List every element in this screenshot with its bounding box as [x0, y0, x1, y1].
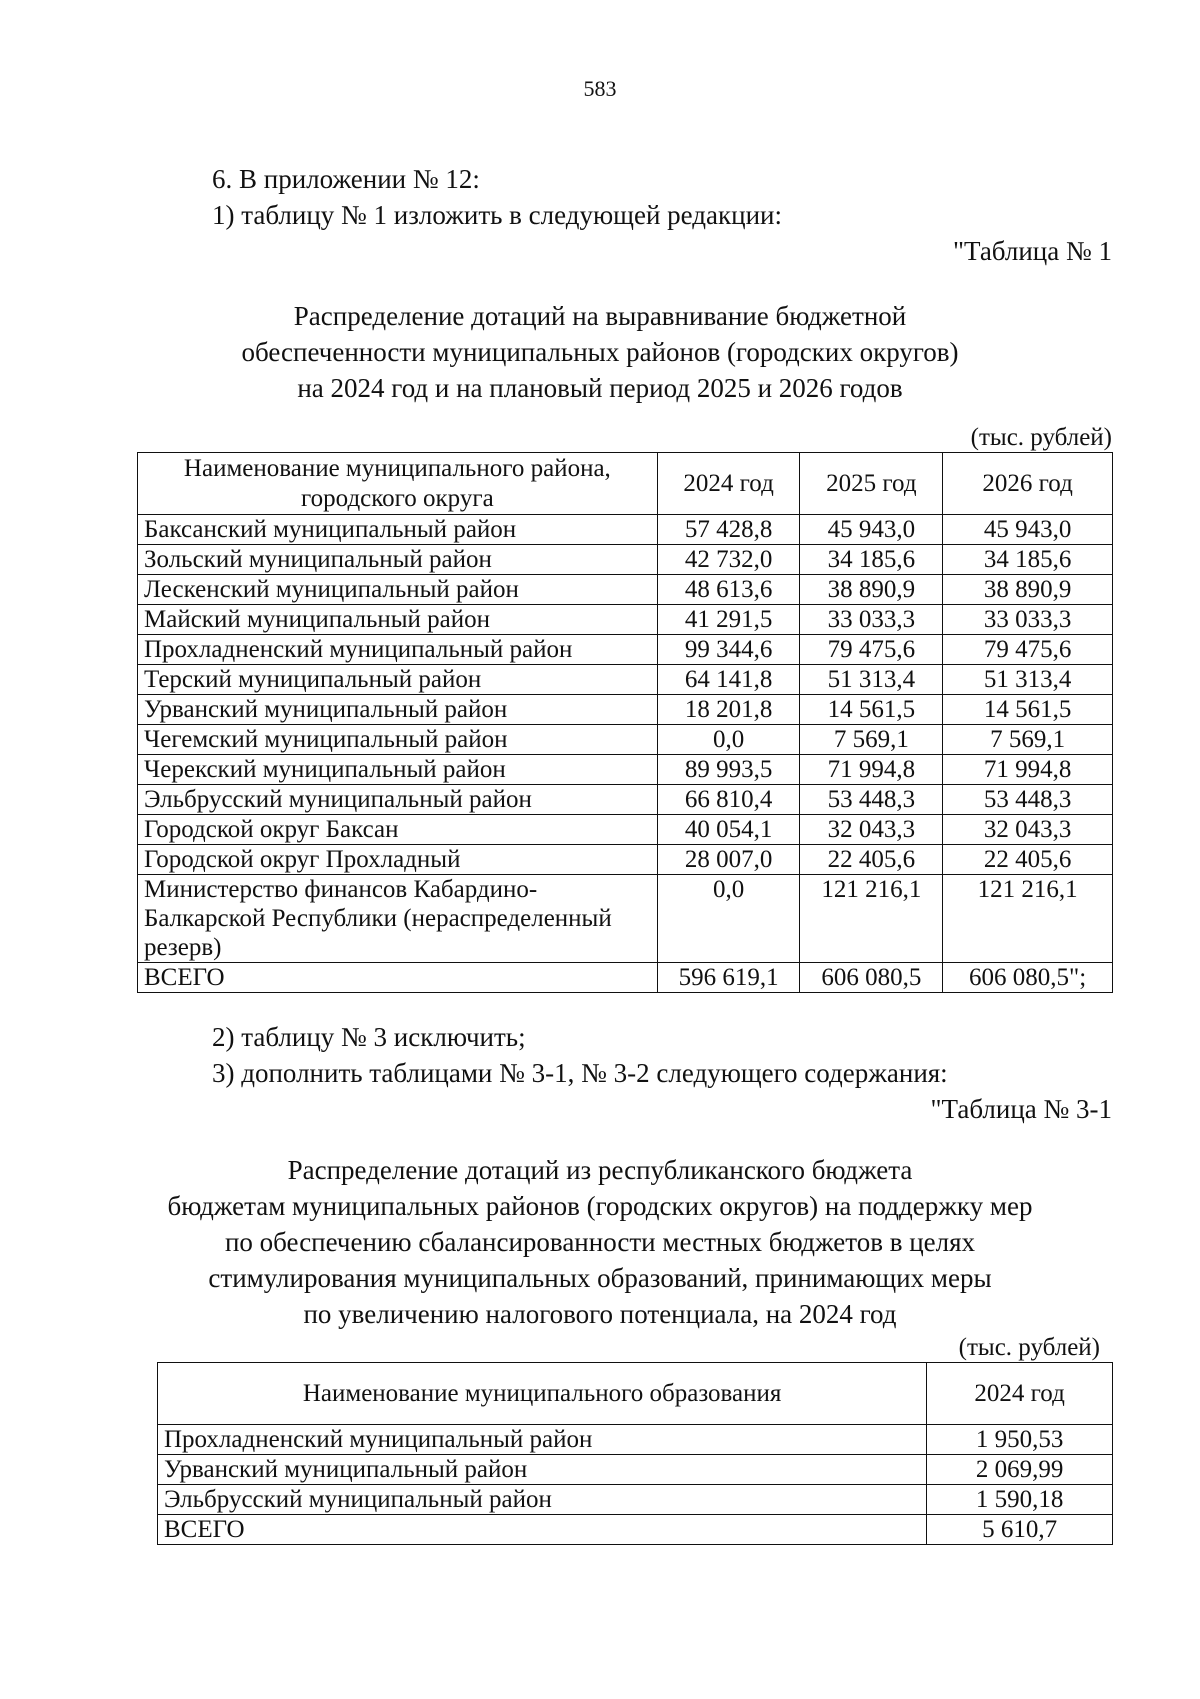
- value-cell: 71 994,8: [800, 755, 943, 785]
- row-name-cell: Министерство финансов Кабардино-Балкарской Республики (нераспределенный резерв): [138, 875, 658, 963]
- value-cell: 38 890,9: [943, 575, 1113, 605]
- table-row: [158, 1425, 1113, 1455]
- value-cell: 34 185,6: [943, 545, 1113, 575]
- table2-title-line: по обеспечению сбалансированности местных бюджетов в целях: [224, 1227, 976, 1257]
- row-name-cell: ВСЕГО: [158, 1515, 927, 1545]
- value-cell: 51 313,4: [800, 665, 943, 695]
- value-cell: 64 141,8: [657, 665, 800, 695]
- table-row: [158, 1515, 1113, 1545]
- value-cell: 40 054,1: [657, 815, 800, 845]
- value-cell: 41 291,5: [657, 605, 800, 635]
- table-row: [138, 545, 1113, 575]
- row-name-cell: Городской округ Прохладный: [138, 845, 658, 875]
- row-name-cell: Прохладненский муниципальный район: [138, 635, 658, 665]
- value-cell: 53 448,3: [800, 785, 943, 815]
- table-row: [138, 635, 1113, 665]
- column-header: 2026 год: [943, 453, 1113, 515]
- table2-title: [0, 1152, 1200, 1332]
- value-cell: 7 569,1: [943, 725, 1113, 755]
- value-cell: 121 216,1: [800, 875, 943, 963]
- value-cell: 33 033,3: [943, 605, 1113, 635]
- value-cell: 53 448,3: [943, 785, 1113, 815]
- table1: [137, 452, 1113, 993]
- value-cell: 5 610,7: [927, 1515, 1113, 1545]
- table1-header-row: [138, 453, 1113, 515]
- section-heading: 6. В приложении № 12:: [212, 164, 480, 194]
- value-cell: 71 994,8: [943, 755, 1113, 785]
- row-name-cell: Урванский муниципальный район: [138, 695, 658, 725]
- row-name-cell: Терский муниципальный район: [138, 665, 658, 695]
- value-cell: 48 613,6: [657, 575, 800, 605]
- row-name-cell: Эльбрусский муниципальный район: [138, 785, 658, 815]
- instruction-line: 3) дополнить таблицами № 3-1, № 3-2 следующего содержания:: [212, 1058, 948, 1088]
- value-cell: 596 619,1: [657, 963, 800, 993]
- value-cell: 79 475,6: [800, 635, 943, 665]
- table-row: [138, 875, 1113, 963]
- table2-title-line: стимулирования муниципальных образований, принимающих меры: [208, 1263, 992, 1293]
- value-cell: 51 313,4: [943, 665, 1113, 695]
- table-row: [138, 665, 1113, 695]
- value-cell: 28 007,0: [657, 845, 800, 875]
- value-cell: 2 069,99: [927, 1455, 1113, 1485]
- value-cell: 66 810,4: [657, 785, 800, 815]
- row-name-cell: Чегемский муниципальный район: [138, 725, 658, 755]
- value-cell: 18 201,8: [657, 695, 800, 725]
- value-cell: 79 475,6: [943, 635, 1113, 665]
- table-row: [138, 515, 1113, 545]
- table-row: [138, 755, 1113, 785]
- column-header: 2024 год: [927, 1363, 1113, 1425]
- table2-header-row: [158, 1363, 1113, 1425]
- value-cell: 606 080,5";: [943, 963, 1113, 993]
- value-cell: 1 590,18: [927, 1485, 1113, 1515]
- row-name-cell: Прохладненский муниципальный район: [158, 1425, 927, 1455]
- column-header: Наименование муниципального образования: [158, 1363, 927, 1425]
- table2-units: (тыс. рублей): [958, 1334, 1100, 1361]
- value-cell: 32 043,3: [943, 815, 1113, 845]
- column-header: 2025 год: [800, 453, 943, 515]
- value-cell: 1 950,53: [927, 1425, 1113, 1455]
- value-cell: 22 405,6: [943, 845, 1113, 875]
- value-cell: 34 185,6: [800, 545, 943, 575]
- table2: [157, 1362, 1113, 1545]
- value-cell: 121 216,1: [943, 875, 1113, 963]
- value-cell: 38 890,9: [800, 575, 943, 605]
- table-row: [158, 1455, 1113, 1485]
- row-name-cell: Черекский муниципальный район: [138, 755, 658, 785]
- row-name-cell: ВСЕГО: [138, 963, 658, 993]
- value-cell: 0,0: [657, 725, 800, 755]
- table-row: [138, 963, 1113, 993]
- value-cell: 42 732,0: [657, 545, 800, 575]
- row-name-cell: Лескенский муниципальный район: [138, 575, 658, 605]
- table2-title-line: бюджетам муниципальных районов (городских округов) на поддержку мер: [167, 1191, 1033, 1221]
- page-number: 583: [583, 76, 617, 101]
- table1-title-line: обеспеченности муниципальных районов (городских округов): [241, 337, 959, 367]
- table1-title-line: на 2024 год и на плановый период 2025 и 2026 годов: [297, 373, 903, 403]
- value-cell: 14 561,5: [800, 695, 943, 725]
- row-name-cell: Эльбрусский муниципальный район: [158, 1485, 927, 1515]
- table1-units: (тыс. рублей): [970, 424, 1112, 451]
- instruction-line: 2) таблицу № 3 исключить;: [212, 1022, 526, 1052]
- value-cell: 0,0: [657, 875, 800, 963]
- row-name-cell: Майский муниципальный район: [138, 605, 658, 635]
- table1-title: [0, 298, 1200, 406]
- table2-title-line: Распределение дотаций из республиканского бюджета: [287, 1155, 913, 1185]
- value-cell: 57 428,8: [657, 515, 800, 545]
- table2-title-line: по увеличению налогового потенциала, на 2024 год: [303, 1299, 897, 1329]
- table-row: [138, 575, 1113, 605]
- table-row: [138, 725, 1113, 755]
- table-label: "Таблица № 3-1: [930, 1094, 1112, 1124]
- table-row: [138, 845, 1113, 875]
- table-row: [138, 605, 1113, 635]
- value-cell: 7 569,1: [800, 725, 943, 755]
- value-cell: 14 561,5: [943, 695, 1113, 725]
- value-cell: 99 344,6: [657, 635, 800, 665]
- value-cell: 32 043,3: [800, 815, 943, 845]
- row-name-cell: Зольский муниципальный район: [138, 545, 658, 575]
- row-name-cell: Баксанский муниципальный район: [138, 515, 658, 545]
- value-cell: 33 033,3: [800, 605, 943, 635]
- value-cell: 22 405,6: [800, 845, 943, 875]
- table-label: "Таблица № 1: [952, 236, 1112, 266]
- value-cell: 45 943,0: [943, 515, 1113, 545]
- column-header: Наименование муниципального района, городского округа: [138, 453, 658, 515]
- table-row: [138, 695, 1113, 725]
- value-cell: 89 993,5: [657, 755, 800, 785]
- instruction-line: 1) таблицу № 1 изложить в следующей редакции:: [212, 200, 782, 230]
- row-name-cell: Урванский муниципальный район: [158, 1455, 927, 1485]
- table-row: [158, 1485, 1113, 1515]
- table-row: [138, 815, 1113, 845]
- value-cell: 45 943,0: [800, 515, 943, 545]
- table-row: [138, 785, 1113, 815]
- row-name-cell: Городской округ Баксан: [138, 815, 658, 845]
- column-header: 2024 год: [657, 453, 800, 515]
- value-cell: 606 080,5: [800, 963, 943, 993]
- table1-title-line: Распределение дотаций на выравнивание бюджетной: [293, 301, 907, 331]
